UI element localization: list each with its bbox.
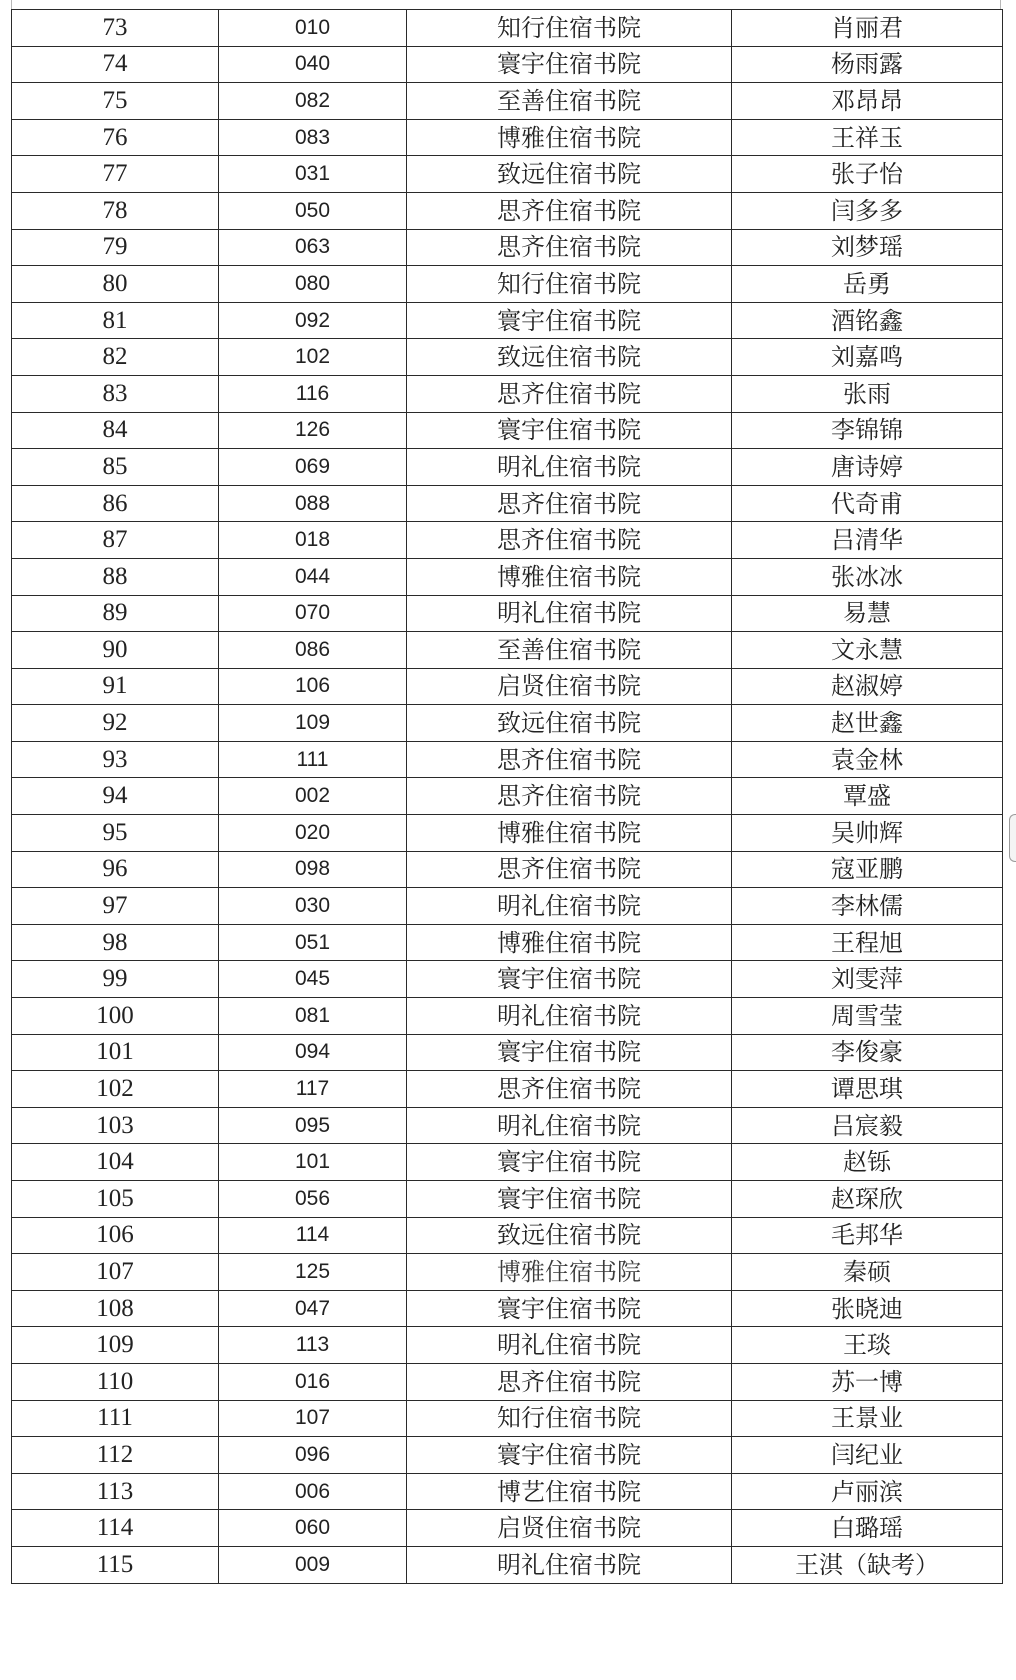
row-number-cell: 79 bbox=[12, 229, 219, 266]
code-cell: 114 bbox=[219, 1217, 407, 1254]
table-row bbox=[12, 156, 1003, 193]
college-cell: 思齐住宿书院 bbox=[407, 778, 732, 815]
college-cell: 思齐住宿书院 bbox=[407, 851, 732, 888]
code-cell: 020 bbox=[219, 815, 407, 852]
code-cell: 080 bbox=[219, 266, 407, 303]
table-row bbox=[12, 668, 1003, 705]
row-number-cell: 93 bbox=[12, 741, 219, 778]
college-cell: 知行住宿书院 bbox=[407, 266, 732, 303]
code-cell: 102 bbox=[219, 339, 407, 376]
row-number-cell: 85 bbox=[12, 449, 219, 486]
college-cell: 明礼住宿书院 bbox=[407, 998, 732, 1035]
code-cell: 063 bbox=[219, 229, 407, 266]
table-row bbox=[12, 1437, 1003, 1474]
row-number-cell: 102 bbox=[12, 1071, 219, 1108]
row-number-cell: 92 bbox=[12, 705, 219, 742]
row-number-cell: 95 bbox=[12, 815, 219, 852]
name-cell: 易慧 bbox=[732, 595, 1003, 632]
row-number-cell: 96 bbox=[12, 851, 219, 888]
table-row bbox=[12, 1107, 1003, 1144]
college-cell: 博雅住宿书院 bbox=[407, 924, 732, 961]
row-number-cell: 106 bbox=[12, 1217, 219, 1254]
college-cell: 寰宇住宿书院 bbox=[407, 302, 732, 339]
name-cell: 谭思琪 bbox=[732, 1071, 1003, 1108]
table-row bbox=[12, 119, 1003, 156]
row-number-cell: 73 bbox=[12, 10, 219, 47]
table-row bbox=[12, 1181, 1003, 1218]
code-cell: 051 bbox=[219, 924, 407, 961]
name-cell: 赵琛欣 bbox=[732, 1181, 1003, 1218]
college-cell: 思齐住宿书院 bbox=[407, 1363, 732, 1400]
table-row bbox=[12, 1071, 1003, 1108]
side-scroll-tab[interactable] bbox=[1009, 814, 1016, 862]
name-cell: 秦硕 bbox=[732, 1254, 1003, 1291]
college-cell: 知行住宿书院 bbox=[407, 10, 732, 47]
college-cell: 思齐住宿书院 bbox=[407, 741, 732, 778]
table-row bbox=[12, 961, 1003, 998]
row-number-cell: 111 bbox=[12, 1400, 219, 1437]
code-cell: 113 bbox=[219, 1327, 407, 1364]
college-cell: 博雅住宿书院 bbox=[407, 1254, 732, 1291]
name-cell: 赵世鑫 bbox=[732, 705, 1003, 742]
row-number-cell: 76 bbox=[12, 119, 219, 156]
row-number-cell: 75 bbox=[12, 83, 219, 120]
college-cell: 致远住宿书院 bbox=[407, 339, 732, 376]
name-cell: 赵铄 bbox=[732, 1144, 1003, 1181]
code-cell: 009 bbox=[219, 1546, 407, 1583]
row-number-cell: 98 bbox=[12, 924, 219, 961]
row-number-cell: 103 bbox=[12, 1107, 219, 1144]
name-cell: 王淇（缺考） bbox=[732, 1546, 1003, 1583]
college-cell: 寰宇住宿书院 bbox=[407, 1034, 732, 1071]
table-row bbox=[12, 558, 1003, 595]
name-cell: 岳勇 bbox=[732, 266, 1003, 303]
code-cell: 095 bbox=[219, 1107, 407, 1144]
code-cell: 111 bbox=[219, 741, 407, 778]
table-row bbox=[12, 339, 1003, 376]
code-cell: 083 bbox=[219, 119, 407, 156]
code-cell: 109 bbox=[219, 705, 407, 742]
name-cell: 文永慧 bbox=[732, 632, 1003, 669]
table-row bbox=[12, 1290, 1003, 1327]
code-cell: 088 bbox=[219, 485, 407, 522]
code-cell: 031 bbox=[219, 156, 407, 193]
name-cell: 周雪莹 bbox=[732, 998, 1003, 1035]
code-cell: 045 bbox=[219, 961, 407, 998]
row-number-cell: 114 bbox=[12, 1510, 219, 1547]
row-number-cell: 82 bbox=[12, 339, 219, 376]
table-row bbox=[12, 1034, 1003, 1071]
row-number-cell: 100 bbox=[12, 998, 219, 1035]
college-cell: 明礼住宿书院 bbox=[407, 595, 732, 632]
table-row bbox=[12, 1546, 1003, 1583]
row-number-cell: 89 bbox=[12, 595, 219, 632]
code-cell: 030 bbox=[219, 888, 407, 925]
table-row bbox=[12, 1327, 1003, 1364]
table-row bbox=[12, 375, 1003, 412]
table-row bbox=[12, 485, 1003, 522]
code-cell: 082 bbox=[219, 83, 407, 120]
table-row bbox=[12, 632, 1003, 669]
table-row bbox=[12, 1473, 1003, 1510]
college-cell: 明礼住宿书院 bbox=[407, 1107, 732, 1144]
code-cell: 070 bbox=[219, 595, 407, 632]
row-number-cell: 78 bbox=[12, 192, 219, 229]
table-row bbox=[12, 1510, 1003, 1547]
table-row bbox=[12, 192, 1003, 229]
row-number-cell: 74 bbox=[12, 46, 219, 83]
row-number-cell: 87 bbox=[12, 522, 219, 559]
name-cell: 李俊豪 bbox=[732, 1034, 1003, 1071]
row-number-cell: 97 bbox=[12, 888, 219, 925]
row-number-cell: 83 bbox=[12, 375, 219, 412]
name-cell: 代奇甫 bbox=[732, 485, 1003, 522]
code-cell: 056 bbox=[219, 1181, 407, 1218]
college-cell: 思齐住宿书院 bbox=[407, 1071, 732, 1108]
code-cell: 096 bbox=[219, 1437, 407, 1474]
name-cell: 吕清华 bbox=[732, 522, 1003, 559]
table-row bbox=[12, 302, 1003, 339]
name-cell: 赵淑婷 bbox=[732, 668, 1003, 705]
college-cell: 寰宇住宿书院 bbox=[407, 46, 732, 83]
table-row bbox=[12, 741, 1003, 778]
table-row bbox=[12, 1144, 1003, 1181]
code-cell: 006 bbox=[219, 1473, 407, 1510]
college-cell: 思齐住宿书院 bbox=[407, 192, 732, 229]
college-cell: 思齐住宿书院 bbox=[407, 229, 732, 266]
name-cell: 张子怡 bbox=[732, 156, 1003, 193]
college-cell: 思齐住宿书院 bbox=[407, 485, 732, 522]
table-row bbox=[12, 778, 1003, 815]
name-cell: 王琰 bbox=[732, 1327, 1003, 1364]
row-number-cell: 108 bbox=[12, 1290, 219, 1327]
college-cell: 明礼住宿书院 bbox=[407, 449, 732, 486]
row-number-cell: 81 bbox=[12, 302, 219, 339]
name-cell: 卢丽滨 bbox=[732, 1473, 1003, 1510]
code-cell: 116 bbox=[219, 375, 407, 412]
code-cell: 047 bbox=[219, 1290, 407, 1327]
row-number-cell: 91 bbox=[12, 668, 219, 705]
college-cell: 博雅住宿书院 bbox=[407, 119, 732, 156]
name-cell: 肖丽君 bbox=[732, 10, 1003, 47]
row-number-cell: 88 bbox=[12, 558, 219, 595]
table-row bbox=[12, 412, 1003, 449]
code-cell: 107 bbox=[219, 1400, 407, 1437]
college-cell: 至善住宿书院 bbox=[407, 83, 732, 120]
college-cell: 致远住宿书院 bbox=[407, 705, 732, 742]
table-row bbox=[12, 83, 1003, 120]
college-cell: 致远住宿书院 bbox=[407, 156, 732, 193]
college-cell: 博艺住宿书院 bbox=[407, 1473, 732, 1510]
table-row bbox=[12, 46, 1003, 83]
code-cell: 106 bbox=[219, 668, 407, 705]
name-cell: 张晓迪 bbox=[732, 1290, 1003, 1327]
college-cell: 博雅住宿书院 bbox=[407, 558, 732, 595]
code-cell: 117 bbox=[219, 1071, 407, 1108]
name-cell: 袁金林 bbox=[732, 741, 1003, 778]
row-number-cell: 80 bbox=[12, 266, 219, 303]
college-cell: 寰宇住宿书院 bbox=[407, 1437, 732, 1474]
row-number-cell: 113 bbox=[12, 1473, 219, 1510]
name-cell: 酒铭鑫 bbox=[732, 302, 1003, 339]
table-row bbox=[12, 266, 1003, 303]
college-cell: 博雅住宿书院 bbox=[407, 815, 732, 852]
college-cell: 知行住宿书院 bbox=[407, 1400, 732, 1437]
table-row bbox=[12, 1400, 1003, 1437]
name-cell: 李林儒 bbox=[732, 888, 1003, 925]
college-cell: 寰宇住宿书院 bbox=[407, 1144, 732, 1181]
college-cell: 寰宇住宿书院 bbox=[407, 1290, 732, 1327]
table-row bbox=[12, 595, 1003, 632]
row-number-cell: 86 bbox=[12, 485, 219, 522]
name-cell: 王程旭 bbox=[732, 924, 1003, 961]
code-cell: 069 bbox=[219, 449, 407, 486]
college-cell: 致远住宿书院 bbox=[407, 1217, 732, 1254]
name-cell: 王祥玉 bbox=[732, 119, 1003, 156]
name-cell: 杨雨露 bbox=[732, 46, 1003, 83]
name-cell: 白璐瑶 bbox=[732, 1510, 1003, 1547]
table-row bbox=[12, 229, 1003, 266]
college-cell: 明礼住宿书院 bbox=[407, 1546, 732, 1583]
code-cell: 016 bbox=[219, 1363, 407, 1400]
row-number-cell: 84 bbox=[12, 412, 219, 449]
code-cell: 044 bbox=[219, 558, 407, 595]
code-cell: 101 bbox=[219, 1144, 407, 1181]
college-cell: 至善住宿书院 bbox=[407, 632, 732, 669]
name-cell: 苏一博 bbox=[732, 1363, 1003, 1400]
name-cell: 吕宸毅 bbox=[732, 1107, 1003, 1144]
table-row bbox=[12, 924, 1003, 961]
code-cell: 060 bbox=[219, 1510, 407, 1547]
name-cell: 刘雯萍 bbox=[732, 961, 1003, 998]
table-row bbox=[12, 1254, 1003, 1291]
row-number-cell: 109 bbox=[12, 1327, 219, 1364]
name-cell: 李锦锦 bbox=[732, 412, 1003, 449]
code-cell: 081 bbox=[219, 998, 407, 1035]
college-cell: 寰宇住宿书院 bbox=[407, 961, 732, 998]
code-cell: 018 bbox=[219, 522, 407, 559]
code-cell: 050 bbox=[219, 192, 407, 229]
row-number-cell: 90 bbox=[12, 632, 219, 669]
name-cell: 闫多多 bbox=[732, 192, 1003, 229]
row-number-cell: 115 bbox=[12, 1546, 219, 1583]
table-row bbox=[12, 815, 1003, 852]
table-row bbox=[12, 10, 1003, 47]
table-row bbox=[12, 522, 1003, 559]
row-number-cell: 112 bbox=[12, 1437, 219, 1474]
code-cell: 126 bbox=[219, 412, 407, 449]
name-cell: 刘梦瑶 bbox=[732, 229, 1003, 266]
roster-body bbox=[12, 10, 1003, 1584]
table-row bbox=[12, 998, 1003, 1035]
row-number-cell: 110 bbox=[12, 1363, 219, 1400]
row-number-cell: 104 bbox=[12, 1144, 219, 1181]
table-row bbox=[12, 705, 1003, 742]
code-cell: 092 bbox=[219, 302, 407, 339]
code-cell: 040 bbox=[219, 46, 407, 83]
table-row bbox=[12, 851, 1003, 888]
code-cell: 002 bbox=[219, 778, 407, 815]
college-cell: 启贤住宿书院 bbox=[407, 1510, 732, 1547]
table-row bbox=[12, 449, 1003, 486]
name-cell: 闫纪业 bbox=[732, 1437, 1003, 1474]
table-row bbox=[12, 888, 1003, 925]
college-cell: 寰宇住宿书院 bbox=[407, 412, 732, 449]
student-roster-table bbox=[11, 9, 1003, 1584]
college-cell: 启贤住宿书院 bbox=[407, 668, 732, 705]
row-number-cell: 94 bbox=[12, 778, 219, 815]
name-cell: 张雨 bbox=[732, 375, 1003, 412]
table-row bbox=[12, 1363, 1003, 1400]
table-top-edge bbox=[11, 0, 1001, 9]
name-cell: 吴帅辉 bbox=[732, 815, 1003, 852]
code-cell: 094 bbox=[219, 1034, 407, 1071]
name-cell: 王景业 bbox=[732, 1400, 1003, 1437]
row-number-cell: 105 bbox=[12, 1181, 219, 1218]
name-cell: 刘嘉鸣 bbox=[732, 339, 1003, 376]
code-cell: 086 bbox=[219, 632, 407, 669]
name-cell: 寇亚鹏 bbox=[732, 851, 1003, 888]
college-cell: 思齐住宿书院 bbox=[407, 375, 732, 412]
name-cell: 邓昂昂 bbox=[732, 83, 1003, 120]
college-cell: 明礼住宿书院 bbox=[407, 1327, 732, 1364]
row-number-cell: 77 bbox=[12, 156, 219, 193]
name-cell: 覃盛 bbox=[732, 778, 1003, 815]
name-cell: 毛邦华 bbox=[732, 1217, 1003, 1254]
code-cell: 125 bbox=[219, 1254, 407, 1291]
name-cell: 唐诗婷 bbox=[732, 449, 1003, 486]
college-cell: 明礼住宿书院 bbox=[407, 888, 732, 925]
college-cell: 思齐住宿书院 bbox=[407, 522, 732, 559]
code-cell: 010 bbox=[219, 10, 407, 47]
table-row bbox=[12, 1217, 1003, 1254]
name-cell: 张冰冰 bbox=[732, 558, 1003, 595]
row-number-cell: 107 bbox=[12, 1254, 219, 1291]
row-number-cell: 101 bbox=[12, 1034, 219, 1071]
code-cell: 098 bbox=[219, 851, 407, 888]
row-number-cell: 99 bbox=[12, 961, 219, 998]
college-cell: 寰宇住宿书院 bbox=[407, 1181, 732, 1218]
